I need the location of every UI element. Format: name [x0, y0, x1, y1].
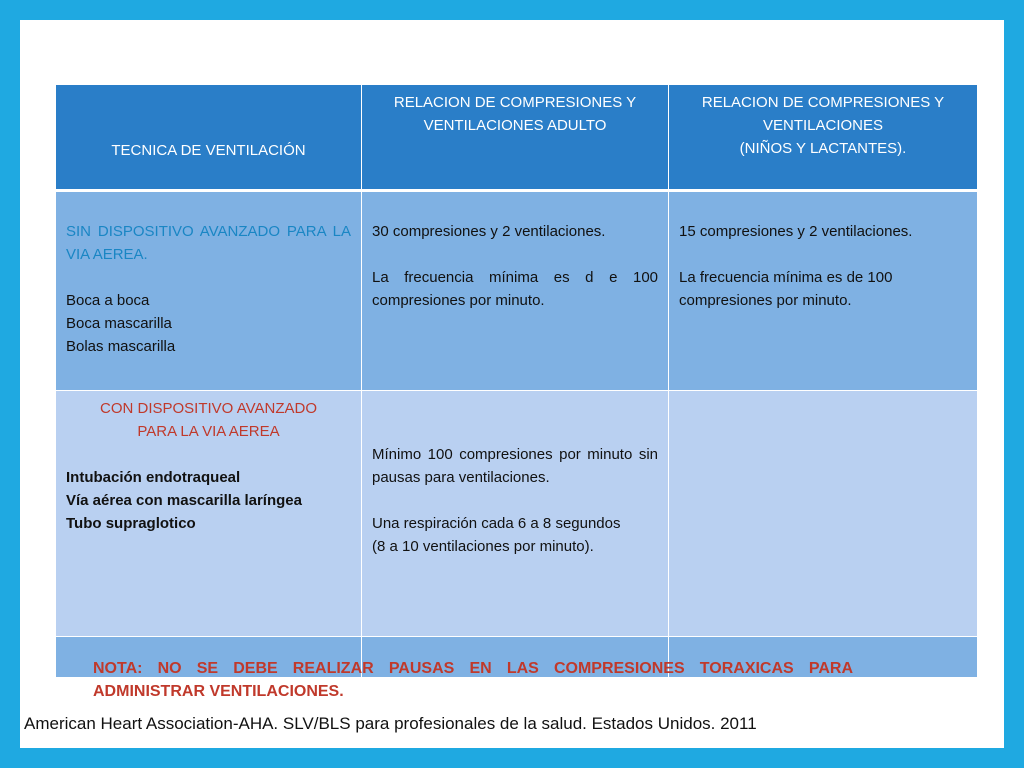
source-citation: American Heart Association-AHA. SLV/BLS para profesionales de la salud. Estados Unidos. 2011	[24, 714, 757, 733]
with-device-title-line1: CON DISPOSITIVO AVANZADO	[100, 400, 317, 417]
without-device-child-rate-line2: compresiones por minuto.	[679, 292, 852, 309]
with-device-adult-breath-line1: Una respiración cada 6 a 8 segundos	[372, 515, 621, 532]
header-adult-line1: RELACION DE COMPRESIONES Y	[393, 94, 637, 111]
without-device-method: Boca mascarilla	[66, 315, 172, 332]
with-device-adult-minimum: Mínimo 100 compresiones por minuto sin pausas para ventilaciones.	[372, 446, 658, 486]
without-device-title: SIN DISPOSITIVO AVANZADO PARA LA VIA AEREA.	[66, 223, 351, 263]
header-technique	[56, 85, 362, 191]
with-device-method: Tubo supraglotico	[66, 515, 196, 532]
header-child-line3: (NIÑOS Y LACTANTES).	[739, 140, 907, 157]
with-device-method: Vía aérea con mascarilla laríngea	[66, 492, 302, 509]
header-adult-line2: VENTILACIONES ADULTO	[423, 117, 607, 134]
header-adult	[362, 85, 669, 191]
with-device-adult-breath-line2: (8 a 10 ventilaciones por minuto).	[372, 538, 594, 555]
header-child-line1: RELACION DE COMPRESIONES Y	[701, 94, 945, 111]
cell-without-device-child	[669, 191, 978, 391]
cell-with-device-child	[669, 391, 978, 637]
without-device-adult-rate: La frecuencia mínima es d e 100 compresiones por minuto.	[372, 269, 658, 309]
header-child	[669, 85, 978, 191]
with-device-method: Intubación endotraqueal	[66, 469, 241, 486]
without-device-child-ratio: 15 compresiones y 2 ventilaciones.	[679, 223, 913, 240]
header-technique-label: TECNICA DE VENTILACIÓN	[111, 142, 306, 159]
table-row-with-device	[56, 391, 978, 637]
without-device-adult-ratio: 30 compresiones y 2 ventilaciones.	[372, 223, 606, 240]
without-device-method: Boca a boca	[66, 292, 150, 309]
note-text: NOTA: NO SE DEBE REALIZAR PAUSAS EN LAS COMPRESIONES TORAXICAS PARA ADMINISTRAR VENTILACIONES.	[93, 660, 853, 700]
header-child-line2: VENTILACIONES	[762, 117, 884, 134]
cell-without-device-technique	[56, 191, 362, 391]
table-row-without-device	[56, 191, 978, 391]
cell-with-device-technique	[56, 391, 362, 637]
cell-without-device-adult	[362, 191, 669, 391]
table-header-row	[56, 85, 978, 191]
with-device-title-line2: PARA LA VIA AEREA	[137, 423, 280, 440]
ventilation-table	[55, 84, 978, 678]
without-device-child-rate-line1: La frecuencia mínima es de 100	[679, 269, 893, 286]
slide	[20, 20, 1004, 748]
without-device-method: Bolas mascarilla	[66, 338, 176, 355]
cell-with-device-adult	[362, 391, 669, 637]
